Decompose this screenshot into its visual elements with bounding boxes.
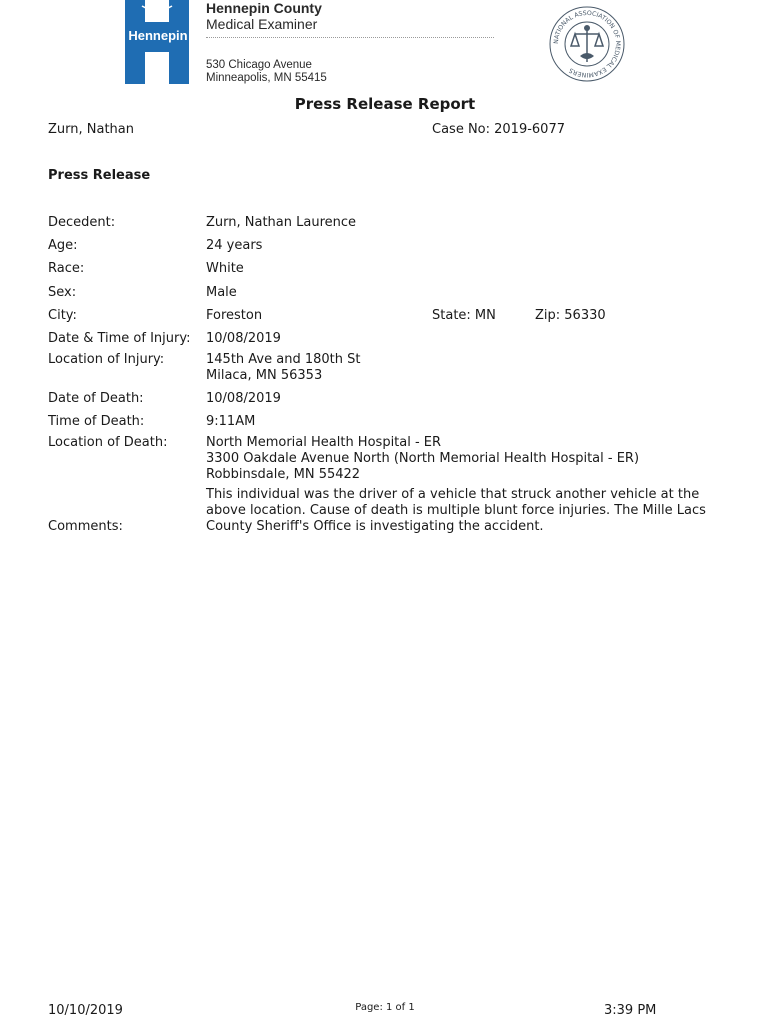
footer-page-number: Page: 1 of 1 [355,1002,415,1013]
death-location-label: Location of Death: [48,435,168,450]
case-number: Case No: 2019-6077 [432,122,565,137]
age-label: Age: [48,238,78,253]
death-time-label: Time of Death: [48,414,145,429]
section-heading: Press Release [48,168,151,183]
injury-location-line2: Milaca, MN 56353 [206,368,323,383]
death-date-label: Date of Death: [48,391,144,406]
death-time-value: 9:11AM [206,414,256,429]
logo-word: Hennepin [128,28,188,43]
state-value: State: MN [432,308,496,323]
name-seal [549,6,625,82]
seal-icon [549,6,625,82]
sex-value: Male [206,285,237,300]
city-label: City: [48,308,77,323]
footer-date: 10/10/2019 [48,1003,123,1018]
seal-text: NATIONAL ASSOCIATION OF MEDICAL EXAMINERS [552,9,622,79]
footer-time: 3:39 PM [604,1003,657,1018]
injury-datetime-label: Date & Time of Injury: [48,331,191,346]
header-divider [206,37,494,38]
address-line2: Minneapolis, MN 55415 [206,72,327,84]
death-location-line3: Robbinsdale, MN 55422 [206,467,361,482]
city-value: Foreston [206,308,263,323]
subject-name: Zurn, Nathan [48,122,134,137]
age-value: 24 years [206,238,263,253]
race-label: Race: [48,261,85,276]
address-line1: 530 Chicago Avenue [206,59,312,71]
report-title: Press Release Report [294,95,476,113]
org-name-line1: Hennepin County [206,0,322,16]
decedent-label: Decedent: [48,215,116,230]
race-value: White [206,261,244,276]
zip-value: Zip: 56330 [535,308,606,323]
decedent-value: Zurn, Nathan Laurence [206,215,357,230]
org-name-line2: Medical Examiner [206,16,318,32]
death-date-value: 10/08/2019 [206,391,281,406]
sex-label: Sex: [48,285,77,300]
comments-label: Comments: [48,519,123,534]
death-location-line1: North Memorial Health Hospital - ER [206,435,442,450]
death-location-line2: 3300 Oakdale Avenue North (North Memorial Health Hospital - ER) [206,451,640,466]
injury-datetime-value: 10/08/2019 [206,331,281,346]
comments-value: This individual was the driver of a vehicle that struck another vehicle at the above location. Cause of death is multiple blunt force injuries. The Mille Lacs County Sheriff's Office is investigating the accident. [206,487,706,534]
injury-location-line1: 145th Ave and 180th St [206,352,361,367]
injury-location-label: Location of Injury: [48,352,165,367]
